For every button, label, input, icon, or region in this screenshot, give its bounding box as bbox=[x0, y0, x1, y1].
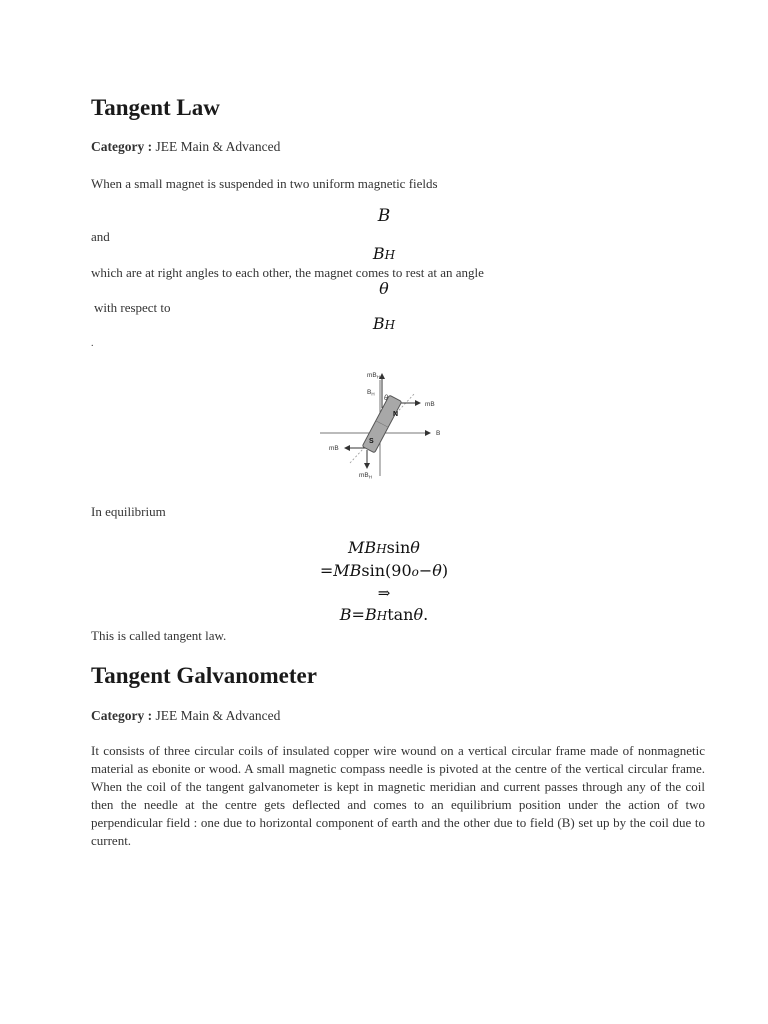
label-n: N bbox=[393, 411, 399, 418]
category-label: Category : bbox=[91, 139, 153, 154]
category-line-2 bbox=[91, 708, 280, 724]
label-mbh-bottom: $mB_H$ bbox=[359, 472, 372, 480]
label-s: S bbox=[369, 438, 374, 445]
and-text: and bbox=[91, 229, 110, 244]
section-title-galvanometer: Tangent Galvanometer bbox=[91, 663, 317, 688]
math-theta: θ bbox=[379, 279, 389, 298]
math-bh: BH bbox=[372, 244, 396, 263]
category-line bbox=[91, 139, 280, 155]
label-theta: θ bbox=[384, 395, 388, 402]
galvanometer-paragraph: It consists of three circular coils of insulated copper wire wound on a vertical circular frame made of nonmagnetic material as ebonite or wood. A small magnetic compass needle is pivoted at the centre of the vertical circular frame. When the coil of the tangent galvanometer is kept in magnetic meridian and current passes through any of the coil then the needle at the centre gets deflected and comes to an equilibrium position under the action of two perpendicular field : one due to horizontal component of earth and the other due to field (B) set up by the coil due to current. bbox=[91, 743, 705, 848]
category-value: JEE Main & Advanced bbox=[155, 139, 281, 154]
label-mb-right: mB bbox=[425, 401, 435, 408]
implies-symbol: ⇒ bbox=[377, 584, 391, 602]
equation-line-1: MBHsinθ bbox=[348, 538, 420, 557]
label-mbh-top: $mB_H$ bbox=[367, 372, 380, 380]
closing-text: This is called tangent law. bbox=[91, 628, 227, 643]
math-bh-2: BH bbox=[372, 314, 396, 333]
respect-text: with respect to bbox=[94, 300, 171, 315]
page-title: Tangent Law bbox=[91, 95, 220, 120]
intro-text: When a small magnet is suspended in two uniform magnetic fields bbox=[91, 176, 438, 191]
right-angle-text: which are at right angles to each other, the magnet comes to rest at an angle bbox=[91, 265, 484, 280]
label-bh: $B_H$ bbox=[367, 389, 375, 397]
equation-line-4: B=BHtanθ. bbox=[339, 605, 429, 624]
category-value-2: JEE Main & Advanced bbox=[155, 708, 281, 723]
category-label-2: Category : bbox=[91, 708, 153, 723]
label-b: B bbox=[436, 430, 441, 437]
equation-line-2: =MBsin(90o−θ) bbox=[319, 561, 449, 580]
label-mb-left: mB bbox=[329, 445, 339, 452]
period-text: . bbox=[91, 338, 94, 349]
magnet-diagram bbox=[320, 368, 450, 480]
equilibrium-text: In equilibrium bbox=[91, 504, 166, 519]
math-b: B bbox=[377, 206, 391, 226]
